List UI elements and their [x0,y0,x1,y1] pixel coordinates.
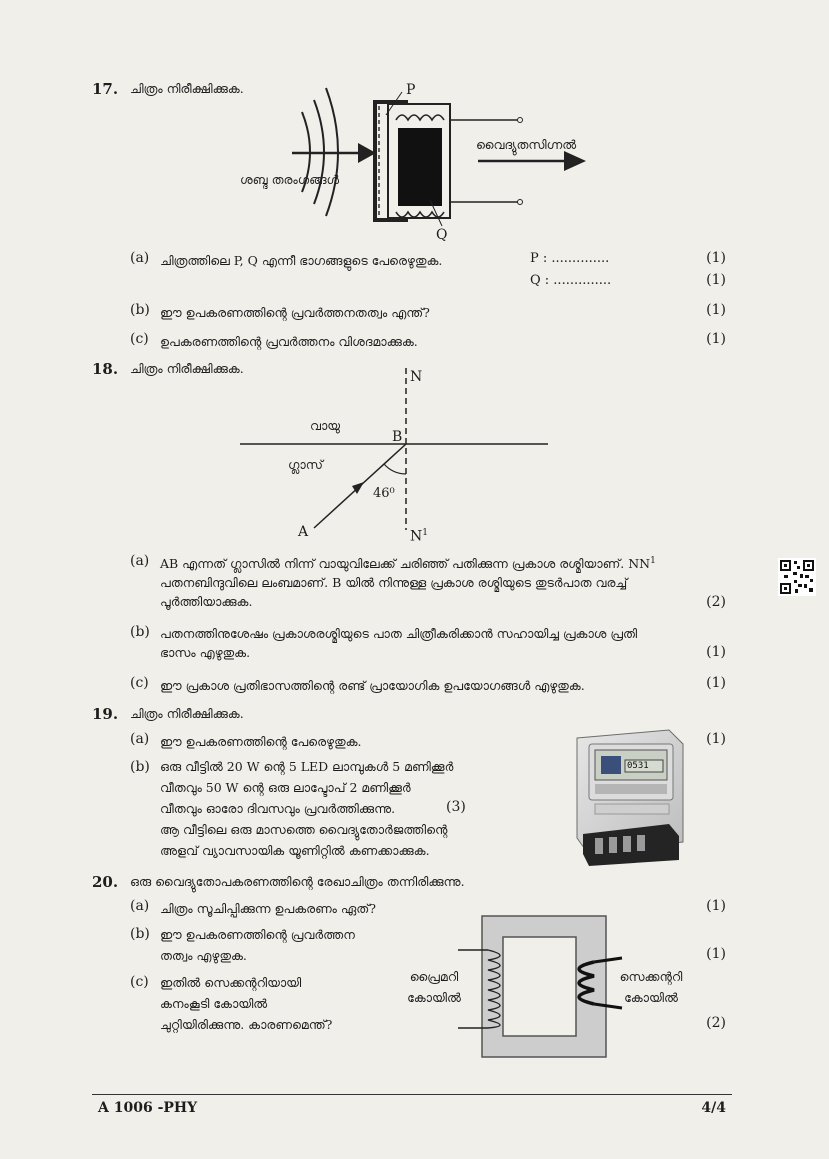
q18b-text: പതനത്തിനുശേഷം പ്രകാശരശ്മിയുടെ പാത ചിത്രീകരിക്കാൻ സഹായിച്ച പ്രകാശ പ്രതി ഭാസം എഴുതുക. [160,626,638,660]
meter-reading-display: 0531 [627,761,649,771]
q19b-marks: (3) [446,799,466,815]
q17a-marks-1: (1) [706,250,726,266]
q17b-text: ഈ ഉപകരണത്തിന്റെ പ്രവർത്തനതത്വം എന്ത്? [160,305,430,320]
q18c-label: (c) [130,675,149,691]
q17-microphone-diagram [230,80,610,245]
q20-number: 20. [92,873,119,891]
footer-divider [92,1094,732,1095]
q17-label-electric-signal: വൈദ്യുതസിഗ്നൽ [476,137,577,152]
qr-code-icon [778,558,816,596]
q18-refraction-diagram [230,362,560,547]
q20-label-secondary-coil: സെക്കന്ററി കോയിൽ [619,969,683,1005]
q17b-label: (b) [130,302,150,318]
q18c-text: ഈ പ്രകാശ പ്രതിഭാസത്തിന്റെ രണ്ട് പ്രായോഗിക ഉപയോഗങ്ങൾ എഴുതുക. [160,678,585,693]
q20c-label: (c) [130,974,149,990]
q19b-text: ഒരു വീട്ടിൽ 20 W ന്റെ 5 LED ലാമ്പുകൾ 5 മണിക്കൂർ വീതവും 50 W ന്റെ ഒരു ലാപ്ടോപ് 2 മണിക്കൂർ വീതവും ഓരോ ദിവസവും പ്രവർത്തിക്കുന്നു. ആ വീട്ടിലെ ഒരു മാസത്തെ വൈദ്യുതോർജത്തിന്റെ അളവ് വ്യാവസായിക യൂണിറ്റിൽ കണക്കാക്കുക. [160,759,454,858]
q17a-text: ചിത്രത്തിലെ P, Q എന്നീ ഭാഗങ്ങളുടെ പേരെഴുതുക. [160,253,443,268]
footer-page-number: 4/4 [701,1100,726,1116]
q19-number: 19. [92,705,119,723]
q19a-marks: (1) [706,731,726,747]
q17-label-q: Q [436,227,448,243]
q17a-blank-q: Q : .............. [530,273,612,288]
q18-label-b: B [392,429,403,445]
energy-meter-image [565,726,690,868]
q18a-text: AB എന്നത് ഗ്ലാസിൽ നിന്ന് വായുവിലേക്ക് ചരിഞ്ഞ് പതിക്കുന്ന പ്രകാശ രശ്മിയാണ്. $NN^1$ പതനബിന്ദുവിലെ ലംബമാണ്. B യിൽ നിന്നുള്ള പ്രകാശ രശ്മിയുടെ തുടർപാത വരച്ച് പൂർത്തിയാക്കുക. [160,556,656,610]
q19a-text: ഈ ഉപകരണത്തിന്റെ പേരെഴുതുക. [160,734,362,749]
q18-label-glass: ഗ്ലാസ് [288,457,323,472]
q19-stem: ചിത്രം നിരീക്ഷിക്കുക. [130,706,244,721]
q17a-label: (a) [130,250,150,266]
q18-label-air: വായു [310,418,341,433]
footer-code: A 1006 -PHY [98,1100,198,1116]
q18-label-n1: $N^1$ [410,528,428,545]
q18b-label: (b) [130,624,150,640]
q19b-label: (b) [130,759,150,775]
q18-label-a: A [298,524,309,540]
q17c-marks: (1) [706,331,726,347]
q17a-marks-2: (1) [706,272,726,288]
q20c-marks: (2) [706,1015,726,1031]
q17c-label: (c) [130,331,149,347]
q17c-text: ഉപകരണത്തിന്റെ പ്രവർത്തനം വിശദമാക്കുക. [160,334,418,349]
q20b-label: (b) [130,926,150,942]
q17-stem: ചിത്രം നിരീക്ഷിക്കുക. [130,81,244,96]
q18-number: 18. [92,360,119,378]
q18-label-n: N [410,369,423,385]
q17-label-p: P [406,82,416,98]
q20-stem: ഒരു വൈദ്യുതോപകരണത്തിന്റെ രേഖാചിത്രം തന്നിരിക്കുന്നു. [130,874,465,889]
q18a-marks: (2) [706,594,726,610]
q18b-marks: (1) [706,644,726,660]
q20-label-primary-coil: പ്രൈമറി കോയിൽ [407,969,461,1005]
q18-angle-label: 46⁰ [373,486,395,501]
q18-label-n1-sup: 1 [422,528,428,538]
q18a-label: (a) [130,553,150,569]
q19a-label: (a) [130,731,150,747]
q18c-marks: (1) [706,675,726,691]
q20a-marks: (1) [706,898,726,914]
q17-number: 17. [92,80,119,98]
q18-stem: ചിത്രം നിരീക്ഷിക്കുക. [130,361,244,376]
q17b-marks: (1) [706,302,726,318]
q18a-text-sup: 1 [650,556,656,566]
q20b-marks: (1) [706,946,726,962]
q20c-text: ഇതിൽ സെക്കന്ററിയായി കനംകൂടി കോയിൽ ചുറ്റിയിരിക്കുന്നു. കാരണമെന്ത്? [160,975,333,1032]
q17a-blank-p: P : .............. [530,251,610,266]
q17-label-sound-waves: ശബ്ദ തരംഗങ്ങൾ [240,172,340,187]
q20a-label: (a) [130,898,150,914]
q20a-text: ചിത്രം സൂചിപ്പിക്കുന്ന ഉപകരണം ഏത്? [160,901,377,916]
q20b-text: ഈ ഉപകരണത്തിന്റെ പ്രവർത്തന തത്വം എഴുതുക. [160,927,355,963]
